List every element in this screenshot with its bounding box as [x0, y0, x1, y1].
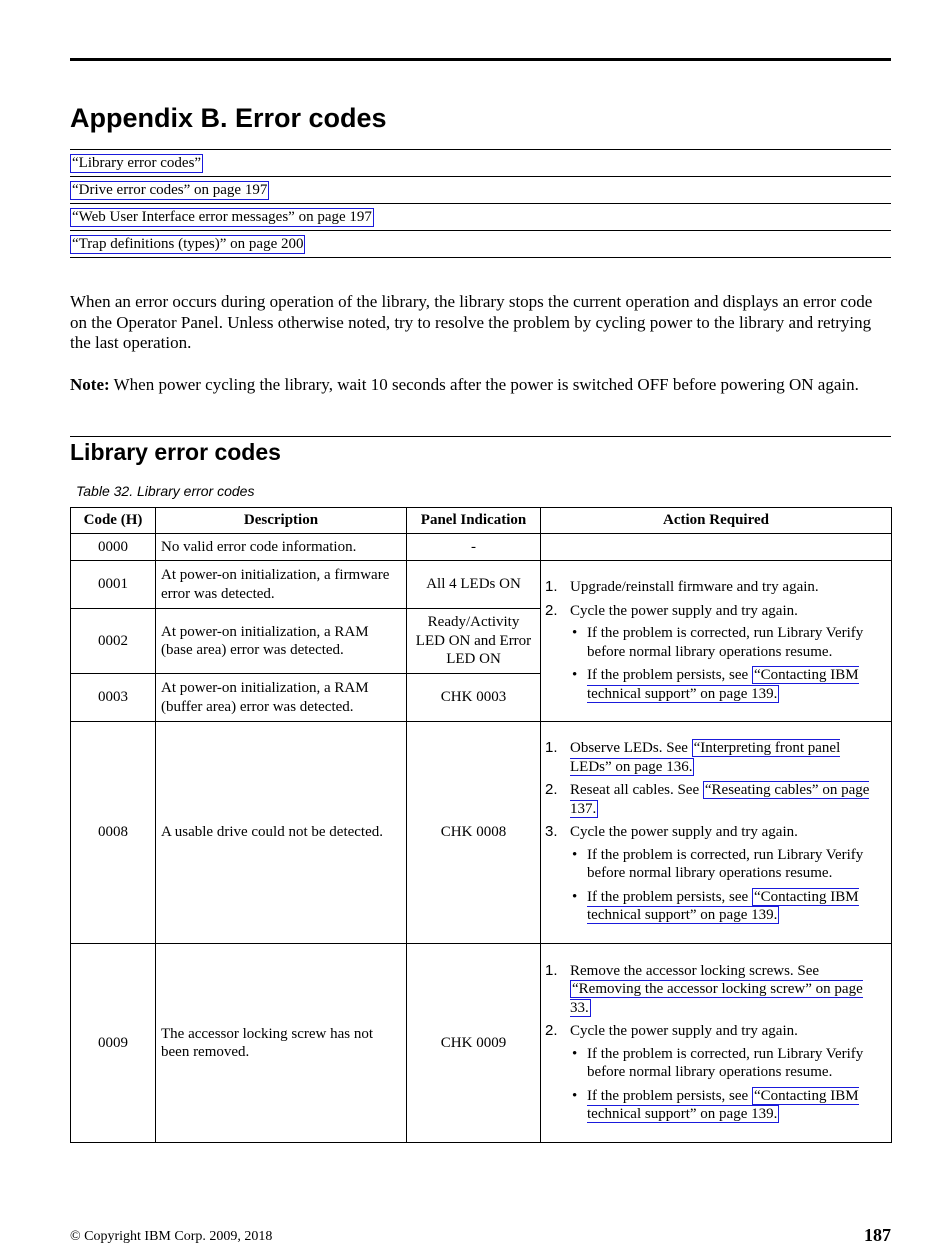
- bullet-icon: •: [572, 888, 578, 905]
- cell-description: No valid error code information.: [156, 534, 407, 561]
- action-steps: [545, 578, 885, 703]
- step-number: 2.: [545, 781, 558, 799]
- bullet-icon: •: [572, 667, 578, 683]
- sub-bullets: [570, 1045, 885, 1124]
- header-action-required: Action Required: [541, 508, 892, 534]
- cell-description: The accessor locking screw has not been removed.: [156, 944, 407, 1143]
- bullet-text: If the problem persists, see: [587, 667, 752, 683]
- step-number: 3.: [545, 823, 558, 841]
- header-code: Code (H): [71, 508, 156, 534]
- section-rule: [70, 436, 891, 437]
- step-text: Reseat all cables. See: [570, 782, 703, 799]
- step-text: Upgrade/reinstall firmware and try again.: [570, 579, 819, 595]
- toc-row: [70, 177, 891, 204]
- toc-link-drive-error-codes[interactable]: “Drive error codes” on page 197: [72, 181, 268, 198]
- bullet-icon: •: [572, 1045, 578, 1062]
- action-step: [545, 578, 885, 597]
- bullet-text: If the problem is corrected, run Library Verify before normal library operations resume.: [587, 846, 864, 882]
- cell-code: 0001: [71, 561, 156, 609]
- bullet-icon: •: [572, 1087, 578, 1104]
- table-row: [71, 561, 892, 609]
- footer-copyright: © Copyright IBM Corp. 2009, 2018: [70, 1229, 273, 1244]
- action-steps: [545, 962, 885, 1124]
- note-paragraph: [70, 375, 891, 396]
- cell-code: 0003: [71, 674, 156, 722]
- bullet-icon: •: [572, 846, 578, 863]
- link-contacting-ibm-support[interactable]: “Contacting IBM technical support” on page 139.: [587, 667, 859, 702]
- bullet-text: If the problem persists, see: [587, 1087, 752, 1104]
- cell-action: [541, 561, 892, 722]
- cell-panel: Ready/Activity LED ON and Error LED ON: [407, 609, 541, 674]
- footer-page-number: 187: [864, 1225, 891, 1245]
- step-text: Cycle the power supply and try again.: [570, 602, 798, 619]
- cell-description: At power-on initialization, a firmware error was detected.: [156, 561, 407, 609]
- cell-code: 0000: [71, 534, 156, 561]
- table-row: [71, 944, 892, 1143]
- sub-bullet: [570, 846, 885, 883]
- bullet-text: If the problem is corrected, run Library Verify before normal library operations resume.: [587, 1045, 864, 1080]
- cell-description: A usable drive could not be detected.: [156, 722, 407, 944]
- toc-links: [70, 149, 891, 258]
- note-label: Note:: [70, 375, 110, 394]
- table-caption: Table 32. Library error codes: [76, 483, 255, 499]
- cell-code: 0009: [71, 944, 156, 1143]
- toc-row: [70, 204, 891, 231]
- top-rule: [70, 58, 891, 61]
- action-step: [545, 1022, 885, 1124]
- link-interpreting-front-panel-leds[interactable]: “Interpreting front panel LEDs” on page 136.: [570, 740, 841, 775]
- table-row: [71, 722, 892, 944]
- sub-bullet: [570, 1087, 885, 1124]
- sub-bullet: [570, 666, 885, 703]
- sub-bullet: [570, 1045, 885, 1082]
- bullet-text: If the problem persists, see: [587, 888, 752, 905]
- library-error-codes-table: [70, 507, 892, 1143]
- action-steps: [545, 739, 885, 925]
- table-header-row: [71, 508, 892, 534]
- table-row: [71, 534, 892, 561]
- step-number: 1.: [545, 739, 558, 757]
- step-number: 1.: [545, 578, 558, 595]
- cell-description: At power-on initialization, a RAM (base area) error was detected.: [156, 609, 407, 674]
- link-contacting-ibm-support[interactable]: “Contacting IBM technical support” on page 139.: [587, 888, 859, 924]
- step-text: Cycle the power supply and try again.: [570, 1023, 798, 1039]
- cell-panel: -: [407, 534, 541, 561]
- action-step: [545, 823, 885, 925]
- page-title: Appendix B. Error codes: [70, 103, 387, 133]
- cell-panel: CHK 0009: [407, 944, 541, 1143]
- header-panel-indication: Panel Indication: [407, 508, 541, 534]
- cell-panel: All 4 LEDs ON: [407, 561, 541, 609]
- step-text: Observe LEDs. See: [570, 740, 692, 757]
- step-number: 1.: [545, 961, 558, 979]
- cell-panel: CHK 0003: [407, 674, 541, 722]
- link-removing-accessor-locking-screw[interactable]: “Removing the accessor locking screw” on page 33.: [570, 981, 863, 1016]
- step-text: Remove the accessor locking screws. See: [570, 962, 820, 979]
- cell-action: [541, 722, 892, 944]
- cell-action: [541, 534, 892, 561]
- section-title: Library error codes: [70, 439, 281, 465]
- toc-row: [70, 231, 891, 258]
- action-step: [545, 962, 885, 1018]
- link-reseating-cables[interactable]: “Reseating cables” on page 137.: [570, 782, 870, 817]
- step-text: Cycle the power supply and try again.: [570, 824, 798, 841]
- bullet-icon: •: [572, 625, 578, 641]
- cell-code: 0008: [71, 722, 156, 944]
- note-text: When power cycling the library, wait 10 seconds after the power is switched OFF before powering ON again.: [109, 375, 859, 394]
- step-number: 2.: [545, 1022, 558, 1039]
- intro-paragraph: When an error occurs during operation of the library, the library stops the current operation and displays an error code on the Operator Panel. Unless otherwise noted, try to resolve the problem by cycling power to the library and retrying the last operation.: [70, 292, 873, 352]
- sub-bullets: [570, 624, 885, 703]
- toc-row: [70, 150, 891, 177]
- action-step: [545, 781, 885, 818]
- cell-code: 0002: [71, 609, 156, 674]
- step-number: 2.: [545, 601, 558, 619]
- sub-bullet: [570, 888, 885, 925]
- cell-description: At power-on initialization, a RAM (buffer area) error was detected.: [156, 674, 407, 722]
- cell-panel: CHK 0008: [407, 722, 541, 944]
- link-contacting-ibm-support[interactable]: “Contacting IBM technical support” on page 139.: [587, 1087, 859, 1122]
- toc-link-web-ui-error-messages[interactable]: “Web User Interface error messages” on page 197: [72, 208, 372, 225]
- bullet-text: If the problem is corrected, run Library Verify before normal library operations resume.: [587, 625, 864, 660]
- action-step: [545, 739, 885, 776]
- sub-bullets: [570, 846, 885, 925]
- sub-bullet: [570, 624, 885, 661]
- header-description: Description: [156, 508, 407, 534]
- toc-link-library-error-codes[interactable]: “Library error codes”: [72, 154, 202, 171]
- action-step: [545, 602, 885, 704]
- cell-action: [541, 944, 892, 1143]
- toc-link-trap-definitions[interactable]: “Trap definitions (types)” on page 200: [72, 235, 304, 252]
